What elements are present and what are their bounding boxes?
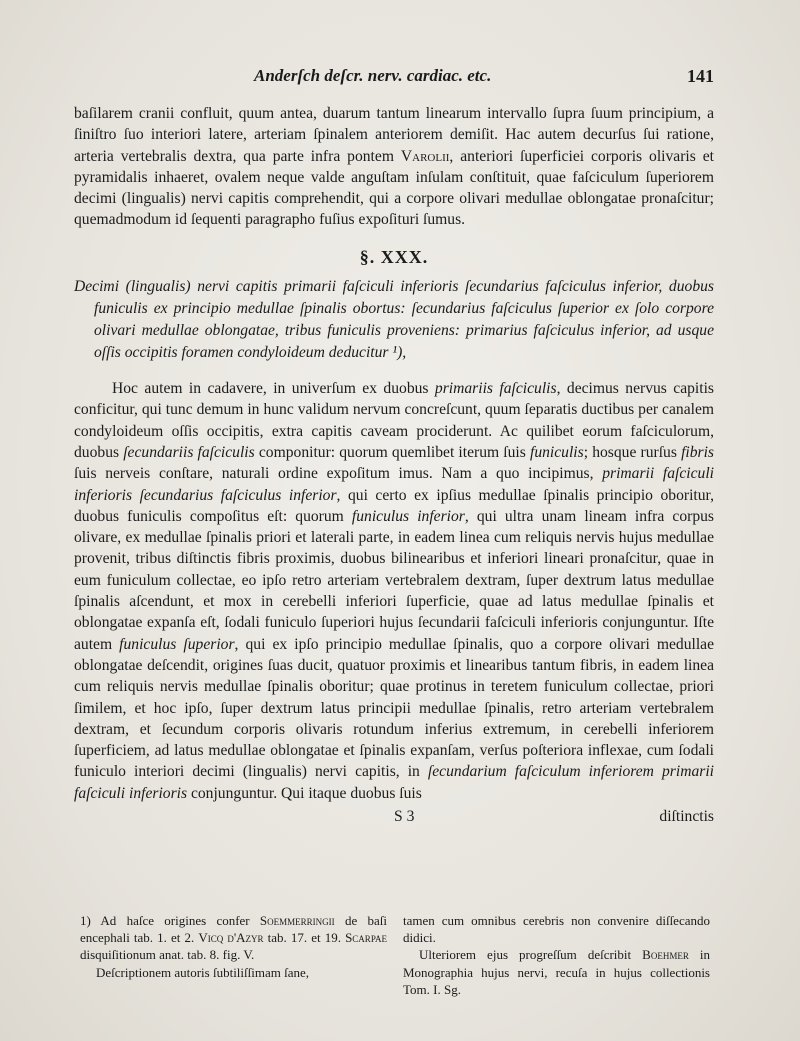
paragraph-main (74, 378, 714, 804)
text-run: , qui certo ex ipſius medullae ſpinalis principio oboritur, duobus funiculis compoſitus eſt: quorum (74, 486, 714, 525)
italic-term: funiculus inferior (351, 507, 465, 525)
running-title: Anderſch deſcr. nerv. cardiac. etc. (254, 66, 492, 85)
section-summary: Decimi (lingualis) nervi capitis primarii faſciculi inferioris ſecundarius faſciculus inferior, duobus funiculis ex principio medullae ſpinalis obortus: ſecundarius faſciculus ſuperior ex ſolo corpore olivari medullae oblongatae, tribus funiculis proveniens: primarius faſciculus inferior, ad usque oſſis occipitis foramen condyloideum deducitur ¹), (74, 278, 714, 362)
text-run: , qui ex ipſo principio medullae ſpinalis, quo a corpore olivari medullae oblongatae deſcendit, origines ſuas ducit, quatuor proximis et linearibus tantum fibris, in eadem linea cum reliquis nervis medullae ſpinalis oboritur; quae protinus in teretem funiculum collectae, priori ſimilem, et hoc ipſo, ſuper dextrum latus principii medullae ſpinalis, retro arteriam vertebralem dextram, et ſecundum corporis olivaris rotundum inferius extremum, in cerebelli inferiorem ſuperficiem, ad latus medullae oblongatae et ſpinalis expanſam, verſus poſteriora inflexae, cum ſodali funiculo interiori decimi (lingualis) nervi capitis, in (74, 635, 715, 781)
text-run: Hoc autem in cadavere, in univerſum ex duobus (112, 380, 435, 398)
author-name: Scarpae (345, 930, 387, 946)
author-name: Varolii (400, 147, 450, 165)
italic-term: primarii faſciculi inferioris ſecundarius faſciculus inferior (74, 465, 714, 504)
footnote-column-right (403, 912, 710, 998)
text-run: Ulteriorem ejus progreſſum deſcribit (419, 947, 643, 963)
author-name: Soemmerringii (259, 913, 335, 928)
signature-mark: S 3 (394, 808, 415, 826)
section-heading: §. XXX. (359, 246, 429, 267)
page-header (74, 62, 714, 92)
italic-term: funiculis (529, 443, 584, 461)
italic-term: ſecundarium faſciculum inferiorem primarii faſciculi inferioris (74, 763, 714, 802)
footnote-editor-note (403, 946, 710, 998)
italic-term: ſecundariis faſciculis (123, 443, 255, 461)
text-run: de baſi encephali tab. 1. et 2. (80, 913, 387, 946)
footnote-1-cont-text: tamen cum omnibus cerebris non convenire diſſecando didici. (403, 913, 710, 946)
author-name: Boehmer (642, 947, 689, 963)
author-name: Vicq d'Azyr (198, 930, 264, 946)
text-run: conjunguntur. Qui itaque duobus ſuis (187, 784, 422, 802)
text-run: disquiſitionum anat. tab. 8. fig. V. (80, 947, 255, 963)
page-number: 141 (687, 66, 714, 86)
main-text (74, 103, 714, 826)
signature-line (74, 806, 714, 826)
text-run: , qui ultra unam lineam infra corpus olivare, ex medullae ſpinalis priori et laterali parte, in eadem linea cum reliquis nervis hujus medullae provenit, tribus diſtinctis fibris proximis, duobus bilinearibus et inferiori lineari pronaſcitur, quae in eum funiculum collectae, eo ipſo retro arteriam vertebralem dextram, ſuper dextrum latus medullae ſpinalis aſcendunt, et mox in cerebelli inferiori ſuperficie, quae ad latus medullae ſpinalis et oblongatae expanſa eſt, ſodali funiculo ſuperiori hujus ſecundarii faſciculi inferioris conjunguntur. Iſte autem (74, 507, 714, 653)
footnotes (80, 912, 710, 998)
text-run: 1) Ad haſce origines confer (80, 913, 260, 928)
italic-term: fibris (681, 443, 714, 461)
text-run: , anteriori ſuperficiei corporis olivaris et pyramidalis inhaeret, ovalem neque valde anguſtam inſulam conſtituit, quae faſciculum ſuperiorem decimi (lingualis) nervi capitis comprehendit, qui a corpore olivari medullae oblongatae pronaſcitur; quemadmodum id ſequenti paragrapho fuſius expoſituri ſumus. (74, 147, 714, 229)
italic-term: funiculus ſuperior (119, 635, 235, 653)
footnote-1-continued: Deſcriptionem autoris ſubtiliſſimam ſane, (96, 964, 310, 980)
text-run: tab. 17. et 19. (263, 930, 346, 946)
text-run: in Monographia hujus nervi, recuſa in hujus collectionis Tom. I. Sg. (403, 947, 710, 997)
text-run: baſilarem cranii confluit, quum antea, duarum tantum linearum intervallo ſupra ſuum principium, a ſiniſtro ſuo interiori latere, arteriam ſpinalem anteriorem demiſit. Hac autem decurſus ſui ratione, arteria vertebralis dextra, qua parte infra pontem (74, 105, 714, 165)
text-run: componitur: quorum quemlibet iterum ſuis (254, 443, 530, 461)
italic-term: primariis faſciculis (434, 380, 557, 398)
text-run: ; hosque rurſus (583, 443, 682, 461)
footnote-1 (80, 912, 387, 964)
footnote-column-left (80, 912, 387, 998)
catchword: diſtinctis (659, 808, 714, 826)
text-run: ſuis nerveis conſtare, naturali ordine expoſitum imus. Nam a quo incipimus, (74, 465, 603, 483)
text-run: , decimus nervus capitis conficitur, qui tunc demum in hunc validum nervum concreſcunt, quum ſeparatis ductibus per canalem condyloideum oſſis occipitis, extra capitis caveam prociderunt. Ac quilibet eorum faſciculorum, duobus (74, 380, 715, 461)
paragraph-continued (74, 103, 714, 231)
